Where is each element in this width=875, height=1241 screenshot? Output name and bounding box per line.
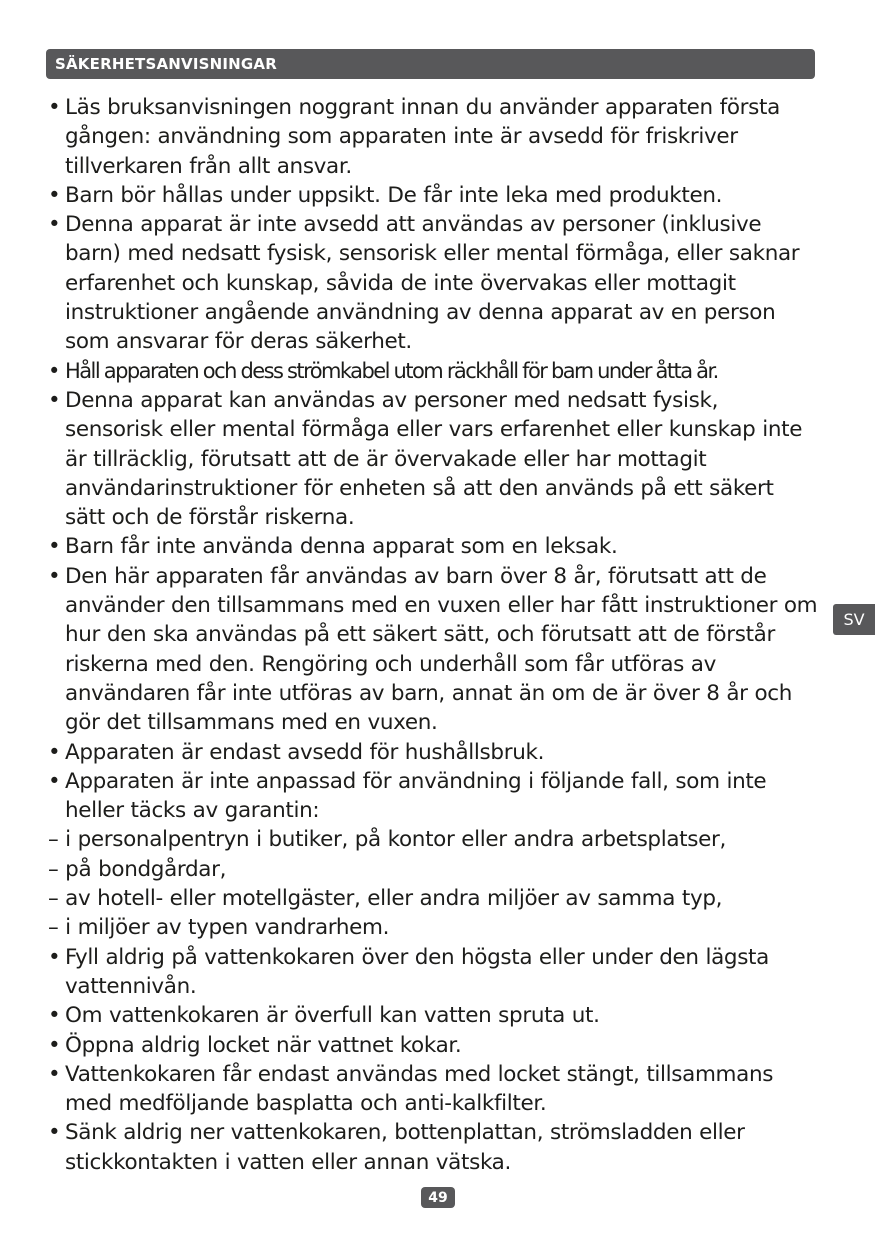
list-item: • Fyll aldrig på vattenkokaren över den högsta eller under den lägsta vattennivån. (46, 943, 818, 1002)
list-item: • Öppna aldrig locket när vattnet kokar. (46, 1031, 818, 1060)
list-item: • Läs bruksanvisningen noggrant innan du använder apparaten första gången: användning som apparaten inte är avsedd för friskriver tillverkaren från allt ansvar. (46, 93, 818, 181)
list-item-with-subitems (46, 767, 818, 943)
list-item: • Denna apparat kan användas av personer med nedsatt fysisk, sensorisk eller mental förmåga eller vars erfarenhet eller kunskap inte är tillräcklig, förutsatt att de är övervakade eller har mottagit användarinstruktioner för enheten så att den används på ett säkert sätt och de förstår riskerna. (46, 386, 818, 532)
list-item: • Apparaten är endast avsedd för hushållsbruk. (46, 738, 818, 767)
sub-list-item: – på bondgårdar, (48, 856, 227, 882)
list-item: • Om vattenkokaren är överfull kan vatten spruta ut. (46, 1001, 818, 1030)
sub-list-item: – i miljöer av typen vandrarhem. (48, 915, 390, 941)
list-item-text: Apparaten är inte anpassad för användning i följande fall, som inte heller täcks av garantin: (65, 768, 767, 824)
list-item: • Sänk aldrig ner vattenkokaren, bottenplattan, strömsladden eller stickkontakten i vatten eller annan vätska. (46, 1118, 818, 1177)
safety-instructions-list (46, 93, 818, 1177)
section-header-bar (46, 49, 815, 79)
list-item: • Vattenkokaren får endast användas med locket stängt, tillsammans med medföljande basplatta och anti-kalkfilter. (46, 1060, 818, 1119)
language-tab: SV (833, 604, 875, 635)
list-item: • Barn får inte använda denna apparat som en leksak. (46, 532, 818, 561)
list-item: • Håll apparaten och dess strömkabel utom räckhåll för barn under åtta år. (46, 357, 818, 386)
list-item: • Barn bör hållas under uppsikt. De får inte leka med produkten. (46, 181, 818, 210)
list-item: • Den här apparaten får användas av barn över 8 år, förutsatt att de använder den tillsammans med en vuxen eller har fått instruktioner om hur den ska användas på ett säkert sätt, och förutsatt att de förstår riskerna med den. Rengöring och underhåll som får utföras av användaren får inte utföras av barn, annat än om de är över 8 år och gör det tillsammans med en vuxen. (46, 562, 818, 738)
page-number: 49 (421, 1187, 455, 1208)
section-title: SÄKERHETSANVISNINGAR (55, 55, 277, 73)
list-item: • Denna apparat är inte avsedd att användas av personer (inklusive barn) med nedsatt fysisk, sensorisk eller mental förmåga, eller saknar erfarenhet och kunskap, såvida de inte övervakas eller mottagit instruktioner angående användning av denna apparat av en person som ansvarar för deras säkerhet. (46, 210, 818, 356)
sub-list-item: – av hotell- eller motellgäster, eller andra miljöer av samma typ, (48, 886, 723, 912)
sub-list-item: – i personalpentryn i butiker, på kontor eller andra arbetsplatser, (48, 827, 726, 853)
